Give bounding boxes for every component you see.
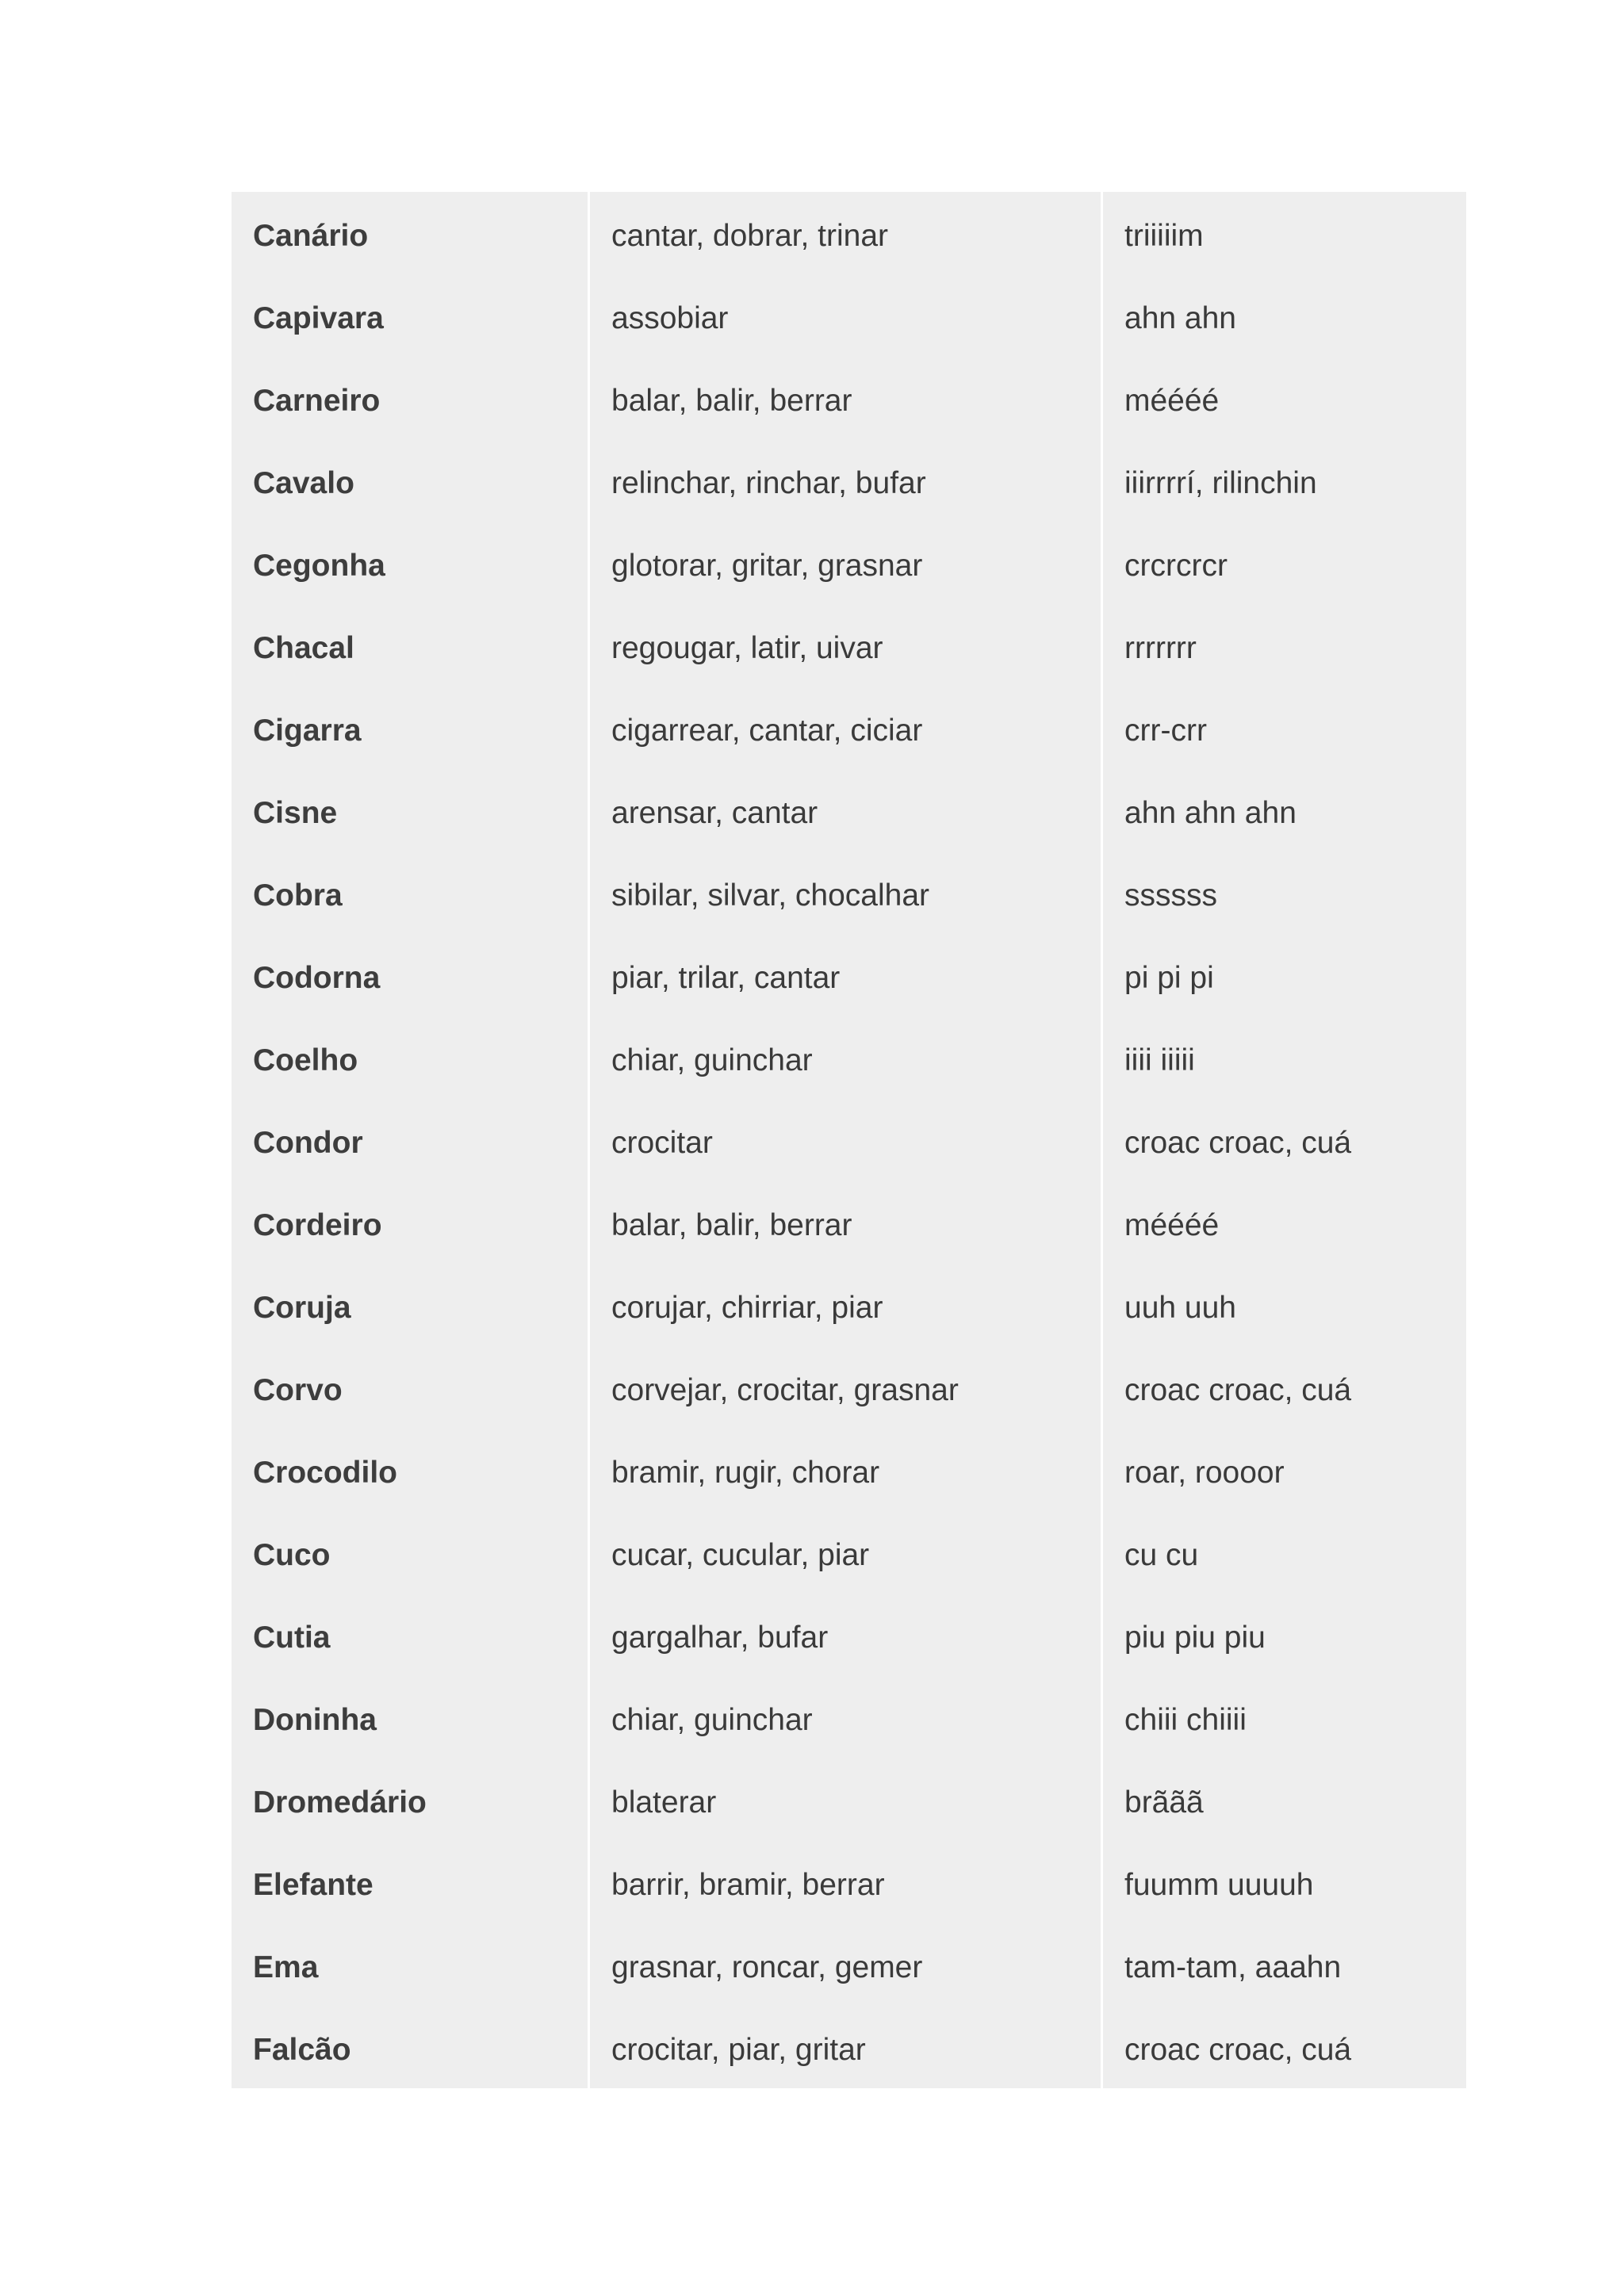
animal-name-cell: Capivara (253, 301, 384, 335)
verbs-cell: chiar, guinchar (611, 1043, 813, 1077)
animal-name-cell: Cordeiro (253, 1208, 382, 1242)
animal-name-cell: Cigarra (253, 714, 362, 748)
sound-column (1101, 192, 1466, 2088)
verbs-cell: blaterar (611, 1785, 717, 1820)
verbs-cell: crocitar, piar, gritar (611, 2033, 866, 2067)
onomatopoeia-cell: piu piu piu (1124, 1621, 1266, 1655)
verbs-cell: crocitar (611, 1126, 713, 1160)
animal-column (232, 192, 588, 2088)
onomatopoeia-cell: méééé (1124, 1208, 1220, 1242)
onomatopoeia-cell: brããã (1124, 1785, 1204, 1820)
animal-name-cell: Cutia (253, 1621, 331, 1655)
animal-name-cell: Canário (253, 219, 369, 253)
verbs-cell: cantar, dobrar, trinar (611, 219, 889, 253)
verbs-cell: piar, trilar, cantar (611, 961, 841, 995)
onomatopoeia-cell: ahn ahn (1124, 301, 1236, 335)
verbs-cell: assobiar (611, 301, 729, 335)
animal-name-cell: Coruja (253, 1291, 351, 1325)
verbs-cell: balar, balir, berrar (611, 384, 852, 418)
animal-name-cell: Condor (253, 1126, 363, 1160)
animal-name-cell: Crocodilo (253, 1456, 397, 1490)
onomatopoeia-cell: iiirrrrí, rilinchin (1124, 466, 1317, 500)
onomatopoeia-cell: uuh uuh (1124, 1291, 1236, 1325)
verbs-cell: relinchar, rinchar, bufar (611, 466, 926, 500)
animal-name-cell: Dromedário (253, 1785, 427, 1820)
verbs-cell: cucar, cucular, piar (611, 1538, 870, 1572)
verbs-cell: corvejar, crocitar, grasnar (611, 1373, 959, 1407)
verbs-cell: grasnar, roncar, gemer (611, 1950, 923, 1984)
animal-name-cell: Codorna (253, 961, 381, 995)
onomatopoeia-cell: rrrrrrr (1124, 631, 1197, 665)
animal-name-cell: Coelho (253, 1043, 358, 1077)
animal-name-cell: Elefante (253, 1868, 373, 1902)
verbs-column (588, 192, 1101, 2088)
verbs-cell: balar, balir, berrar (611, 1208, 852, 1242)
onomatopoeia-cell: méééé (1124, 384, 1220, 418)
onomatopoeia-cell: crcrcrcr (1124, 549, 1228, 583)
onomatopoeia-cell: pi pi pi (1124, 961, 1214, 995)
onomatopoeia-cell: iiii iiiii (1124, 1043, 1195, 1077)
onomatopoeia-cell: fuumm uuuuh (1124, 1868, 1314, 1902)
animal-name-cell: Cuco (253, 1538, 331, 1572)
animal-sounds-table (232, 192, 1466, 2088)
animal-name-cell: Doninha (253, 1703, 377, 1737)
animal-name-cell: Corvo (253, 1373, 343, 1407)
onomatopoeia-cell: croac croac, cuá (1124, 1373, 1352, 1407)
animal-name-cell: Chacal (253, 631, 354, 665)
verbs-cell: arensar, cantar (611, 796, 818, 830)
verbs-cell: gargalhar, bufar (611, 1621, 829, 1655)
verbs-cell: corujar, chirriar, piar (611, 1291, 883, 1325)
animal-name-cell: Cisne (253, 796, 338, 830)
onomatopoeia-cell: croac croac, cuá (1124, 1126, 1352, 1160)
animal-name-cell: Carneiro (253, 384, 381, 418)
animal-name-cell: Cegonha (253, 549, 385, 583)
onomatopoeia-cell: crr-crr (1124, 714, 1207, 748)
onomatopoeia-cell: triiiiim (1124, 219, 1204, 253)
animal-name-cell: Cavalo (253, 466, 354, 500)
verbs-cell: regougar, latir, uivar (611, 631, 883, 665)
onomatopoeia-cell: roar, roooor (1124, 1456, 1285, 1490)
onomatopoeia-cell: ssssss (1124, 878, 1217, 913)
onomatopoeia-cell: chiii chiiii (1124, 1703, 1247, 1737)
verbs-cell: chiar, guinchar (611, 1703, 813, 1737)
onomatopoeia-cell: cu cu (1124, 1538, 1199, 1572)
onomatopoeia-cell: tam-tam, aaahn (1124, 1950, 1342, 1984)
verbs-cell: bramir, rugir, chorar (611, 1456, 880, 1490)
verbs-cell: glotorar, gritar, grasnar (611, 549, 923, 583)
animal-name-cell: Cobra (253, 878, 343, 913)
verbs-cell: barrir, bramir, berrar (611, 1868, 885, 1902)
verbs-cell: cigarrear, cantar, ciciar (611, 714, 923, 748)
onomatopoeia-cell: croac croac, cuá (1124, 2033, 1352, 2067)
animal-name-cell: Ema (253, 1950, 319, 1984)
animal-name-cell: Falcão (253, 2033, 351, 2067)
verbs-cell: sibilar, silvar, chocalhar (611, 878, 930, 913)
onomatopoeia-cell: ahn ahn ahn (1124, 796, 1297, 830)
